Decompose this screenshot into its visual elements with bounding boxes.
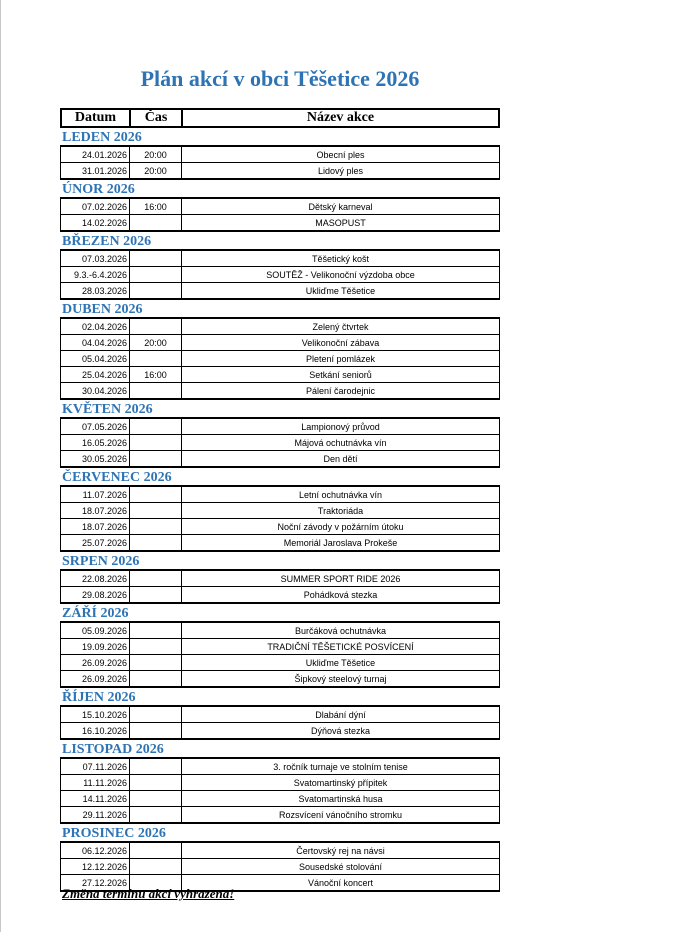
event-date: 05.04.2026 — [61, 351, 130, 366]
event-name: Rozsvícení vánočního stromku — [278, 809, 403, 820]
event-time: 20:00 — [130, 147, 182, 162]
header-date: Datum — [62, 110, 131, 126]
table-row — [60, 199, 500, 214]
table-row — [60, 266, 500, 282]
event-name: Velikonoční zábava — [301, 337, 380, 348]
table-row — [60, 790, 500, 806]
table-row — [60, 487, 500, 502]
event-time — [130, 843, 182, 858]
table-row — [60, 251, 500, 266]
event-name: Dětský karneval — [308, 201, 373, 212]
page-edge-line — [0, 0, 1, 932]
event-date: 06.12.2026 — [61, 843, 130, 858]
event-date: 30.05.2026 — [61, 451, 130, 466]
event-time — [130, 807, 182, 822]
event-date: 29.11.2026 — [61, 807, 130, 822]
schedule-table — [60, 108, 500, 892]
event-date: 04.04.2026 — [61, 335, 130, 350]
event-name: Pohádková stezka — [303, 589, 378, 600]
event-time — [130, 723, 182, 738]
month-heading: ÚNOR 2026 — [60, 180, 500, 199]
event-name: Ukliďme Těšetice — [305, 657, 376, 668]
event-date: 30.04.2026 — [61, 383, 130, 398]
event-time: 20:00 — [130, 163, 182, 178]
event-date: 18.07.2026 — [61, 519, 130, 534]
event-time — [130, 451, 182, 466]
event-time: 20:00 — [130, 335, 182, 350]
month-heading: BŘEZEN 2026 — [60, 232, 500, 251]
event-date: 07.02.2026 — [61, 199, 130, 214]
month-heading: SRPEN 2026 — [60, 552, 500, 571]
event-name: Dýňová stezka — [310, 725, 371, 736]
month-heading: DUBEN 2026 — [60, 300, 500, 319]
event-time — [130, 351, 182, 366]
header-time: Čas — [131, 110, 183, 126]
event-time — [130, 215, 182, 230]
event-time — [130, 503, 182, 518]
table-row — [60, 502, 500, 518]
month-events — [60, 623, 500, 688]
event-date: 07.11.2026 — [61, 759, 130, 774]
month-heading: LEDEN 2026 — [60, 128, 500, 147]
event-time — [130, 587, 182, 602]
event-name: SOUTĚŽ - Velikonoční výzdoba obce — [266, 269, 415, 280]
event-name: Svatomartinský přípitek — [293, 777, 388, 788]
month-events — [60, 487, 500, 552]
event-name: Šipkový steelový turnaj — [294, 673, 387, 684]
event-name: Těšetický košt — [311, 253, 369, 264]
table-row — [60, 586, 500, 602]
table-row — [60, 366, 500, 382]
event-date: 16.05.2026 — [61, 435, 130, 450]
event-name: Setkání seniorů — [309, 369, 372, 380]
event-date: 25.07.2026 — [61, 535, 130, 550]
table-row — [60, 858, 500, 874]
event-name: Vánoční koncert — [307, 877, 374, 888]
event-date: 11.07.2026 — [61, 487, 130, 502]
page-title: Plán akcí v obci Těšetice 2026 — [140, 66, 420, 91]
event-name: MASOPUST — [315, 217, 366, 228]
event-date: 07.03.2026 — [61, 251, 130, 266]
event-date: 05.09.2026 — [61, 623, 130, 638]
event-time — [130, 571, 182, 586]
table-header — [60, 108, 500, 128]
event-time: 16:00 — [130, 199, 182, 214]
event-date: 24.01.2026 — [61, 147, 130, 162]
table-row — [60, 282, 500, 298]
event-date: 26.09.2026 — [61, 671, 130, 686]
event-name: Dlabání dýní — [315, 709, 366, 720]
event-date: 22.08.2026 — [61, 571, 130, 586]
event-name: Memoriál Jaroslava Prokeše — [283, 537, 398, 548]
month-events — [60, 147, 500, 180]
month-events — [60, 571, 500, 604]
event-time — [130, 707, 182, 722]
event-date: 15.10.2026 — [61, 707, 130, 722]
table-row — [60, 806, 500, 822]
event-name: Zelený čtvrtek — [312, 321, 369, 332]
event-name: Lampionový průvod — [301, 421, 380, 432]
table-row — [60, 722, 500, 738]
event-name: TRADIČNÍ TĚŠETICKÉ POSVÍCENÍ — [267, 641, 414, 652]
event-date: 9.3.-6.4.2026 — [61, 267, 130, 282]
event-date: 16.10.2026 — [61, 723, 130, 738]
month-heading: LISTOPAD 2026 — [60, 740, 500, 759]
event-time — [130, 759, 182, 774]
month-heading: ČERVENEC 2026 — [60, 468, 500, 487]
event-time — [130, 791, 182, 806]
month-events — [60, 251, 500, 300]
footer-note: Změna termínu akcí vyhrazena! — [62, 886, 235, 901]
table-row — [60, 670, 500, 686]
table-row — [60, 319, 500, 334]
header-event-name: Název akce — [306, 110, 375, 125]
table-row — [60, 350, 500, 366]
event-date: 28.03.2026 — [61, 283, 130, 298]
event-time — [130, 519, 182, 534]
event-time — [130, 859, 182, 874]
table-row — [60, 707, 500, 722]
event-date: 31.01.2026 — [61, 163, 130, 178]
event-date: 14.11.2026 — [61, 791, 130, 806]
month-heading: ZÁŘÍ 2026 — [60, 604, 500, 623]
event-date: 29.08.2026 — [61, 587, 130, 602]
table-row — [60, 638, 500, 654]
event-name: SUMMER SPORT RIDE 2026 — [280, 573, 401, 584]
event-name: Čertovský rej na návsi — [296, 845, 385, 856]
event-time — [130, 419, 182, 434]
month-heading: ŘÍJEN 2026 — [60, 688, 500, 707]
table-row — [60, 654, 500, 670]
event-date: 27.12.2026 — [61, 875, 130, 890]
table-row — [60, 334, 500, 350]
table-row — [60, 419, 500, 434]
event-name: Sousedské stolování — [298, 861, 383, 872]
event-name: Ukliďme Těšetice — [305, 285, 376, 296]
event-date: 14.02.2026 — [61, 215, 130, 230]
table-row — [60, 571, 500, 586]
table-row — [60, 147, 500, 162]
event-date: 07.05.2026 — [61, 419, 130, 434]
month-heading: KVĚTEN 2026 — [60, 400, 500, 419]
table-row — [60, 382, 500, 398]
event-time — [130, 319, 182, 334]
month-events — [60, 843, 500, 892]
event-date: 11.11.2026 — [61, 775, 130, 790]
table-row — [60, 759, 500, 774]
event-date: 19.09.2026 — [61, 639, 130, 654]
table-row — [60, 623, 500, 638]
event-time — [130, 435, 182, 450]
table-row — [60, 434, 500, 450]
event-name: Svatomartinská husa — [298, 793, 383, 804]
table-row — [60, 534, 500, 550]
event-date: 18.07.2026 — [61, 503, 130, 518]
event-time — [130, 283, 182, 298]
event-name: Burčáková ochutnávka — [294, 625, 387, 636]
month-events — [60, 419, 500, 468]
event-name: Den dětí — [323, 453, 358, 464]
event-name: Noční závody v požárním útoku — [277, 521, 404, 532]
event-date: 12.12.2026 — [61, 859, 130, 874]
event-time — [130, 267, 182, 282]
event-name: Májová ochutnávka vín — [294, 437, 387, 448]
event-name: 3. ročník turnaje ve stolním tenise — [273, 761, 408, 772]
month-heading: PROSINEC 2026 — [60, 824, 500, 843]
table-row — [60, 162, 500, 178]
event-time — [130, 639, 182, 654]
event-time — [130, 535, 182, 550]
month-events — [60, 319, 500, 400]
event-time — [130, 487, 182, 502]
event-time — [130, 383, 182, 398]
event-name: Letní ochutnávka vín — [298, 489, 383, 500]
event-date: 26.09.2026 — [61, 655, 130, 670]
table-row — [60, 450, 500, 466]
table-row — [60, 843, 500, 858]
event-name: Lidový ples — [317, 165, 364, 176]
event-time — [130, 655, 182, 670]
event-time — [130, 671, 182, 686]
event-time — [130, 775, 182, 790]
event-name: Pálení čarodejnic — [305, 385, 376, 396]
table-row — [60, 774, 500, 790]
month-events — [60, 759, 500, 824]
event-name: Pletení pomlázek — [305, 353, 376, 364]
event-name: Traktoriáda — [317, 505, 364, 516]
event-date: 02.04.2026 — [61, 319, 130, 334]
event-date: 25.04.2026 — [61, 367, 130, 382]
event-time: 16:00 — [130, 367, 182, 382]
table-body — [60, 128, 500, 892]
month-events — [60, 199, 500, 232]
event-name: Obecní ples — [316, 149, 365, 160]
table-row — [60, 214, 500, 230]
event-time — [130, 623, 182, 638]
table-row — [60, 518, 500, 534]
event-time — [130, 251, 182, 266]
month-events — [60, 707, 500, 740]
